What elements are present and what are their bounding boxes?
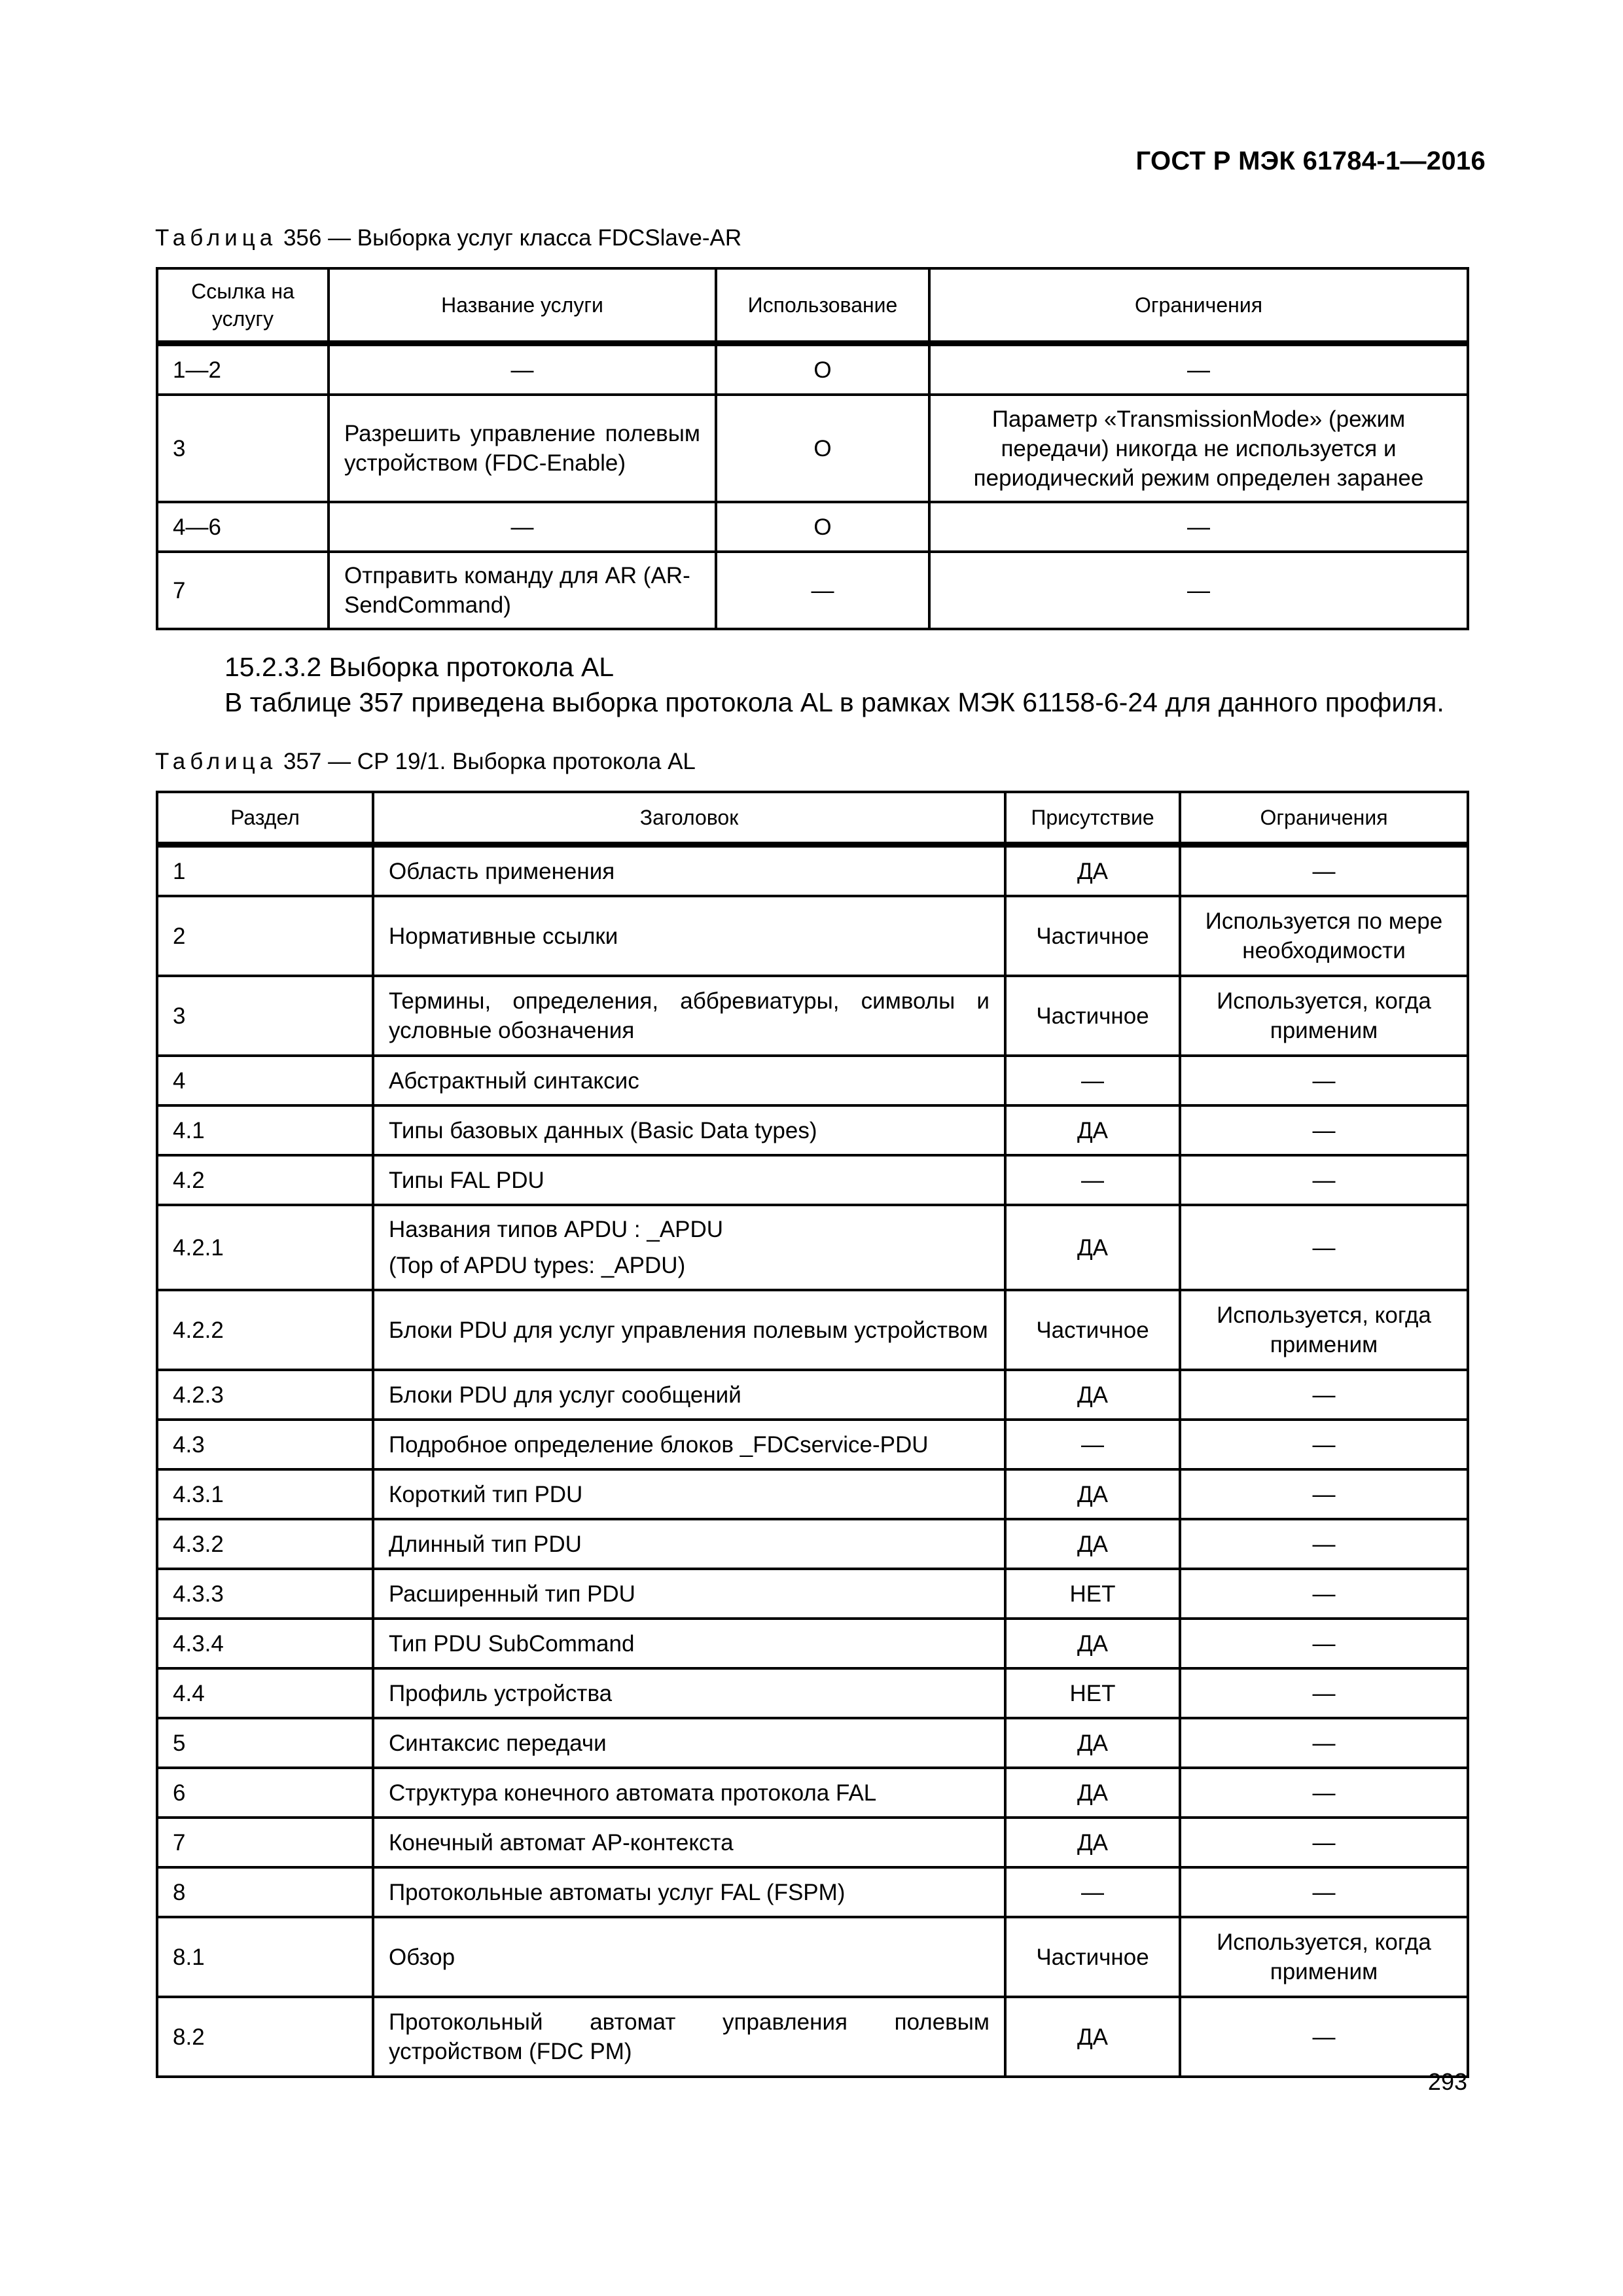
cell: ДА [1005, 1619, 1180, 1668]
cell: Конечный автомат AP-контекста [373, 1818, 1005, 1867]
cell: — [1180, 1668, 1468, 1718]
table-row [157, 1718, 1468, 1768]
cell: Блоки PDU для услуг сообщений [373, 1370, 1005, 1420]
cell: ДА [1005, 1519, 1180, 1569]
cell: 7 [157, 552, 329, 629]
table-row [157, 896, 1468, 976]
cell: ДА [1005, 1997, 1180, 2077]
cell: Типы базовых данных (Basic Data types) [373, 1105, 1005, 1155]
cell: 4.1 [157, 1105, 373, 1155]
cell: ДА [1005, 1469, 1180, 1519]
cell: ДА [1005, 1768, 1180, 1818]
column-header: Использование [716, 268, 929, 344]
cell: O [716, 344, 929, 395]
cell: Тип PDU SubCommand [373, 1619, 1005, 1668]
cell: Блоки PDU для услуг управления полевым устройством [373, 1290, 1005, 1370]
cell: Частичное [1005, 976, 1180, 1056]
table-row [157, 845, 1468, 897]
cell: — [929, 502, 1468, 552]
cell: — [1180, 1370, 1468, 1420]
table-357-caption [155, 749, 696, 775]
cell: Протокольный автомат управления полевым устройством (FDC PM) [373, 1997, 1005, 2077]
cell: 4.3 [157, 1420, 373, 1469]
table-row [157, 1469, 1468, 1519]
table-row [157, 1290, 1468, 1370]
apdu-note-line: (Top of APDU types: _APDU) [389, 1253, 686, 1278]
table-356-caption [155, 225, 741, 251]
cell: — [1180, 1469, 1468, 1519]
cell: Частичное [1005, 1290, 1180, 1370]
cell: — [1180, 1155, 1468, 1205]
cell: Используется, когда применим [1180, 1290, 1468, 1370]
cell: — [1005, 1155, 1180, 1205]
cell: Область применения [373, 845, 1005, 897]
cell: — [1180, 1997, 1468, 2077]
cell: ДА [1005, 1370, 1180, 1420]
cell: 4.2 [157, 1155, 373, 1205]
caption-text: 356 — Выборка услуг класса FDCSlave-AR [277, 225, 742, 251]
table-row [157, 1370, 1468, 1420]
page-number: 293 [1427, 2068, 1467, 2095]
cell: Подробное определение блоков _FDCservice-PDU [373, 1420, 1005, 1469]
cell: 1—2 [157, 344, 329, 395]
cell: — [1180, 1619, 1468, 1668]
table-row [157, 1155, 1468, 1205]
cell: Длинный тип PDU [373, 1519, 1005, 1569]
cell: Короткий тип PDU [373, 1469, 1005, 1519]
cell: 3 [157, 395, 329, 502]
table-row [157, 1056, 1468, 1105]
cell: ДА [1005, 845, 1180, 897]
caption-word: Таблица [155, 749, 277, 774]
cell: O [716, 502, 929, 552]
table-row [157, 502, 1468, 552]
section-paragraph: В таблице 357 приведена выборка протокола AL в рамках МЭК 61158-6-24 для данного профиля. [224, 687, 1444, 717]
cell: Используется по мере необходимости [1180, 896, 1468, 976]
cell: — [329, 344, 716, 395]
column-header: Ограничения [929, 268, 1468, 344]
cell: Термины, определения, аббревиатуры, символы и условные обозначения [373, 976, 1005, 1056]
cell: O [716, 395, 929, 502]
cell: ДА [1005, 1105, 1180, 1155]
table-row [157, 1420, 1468, 1469]
cell: 4.4 [157, 1668, 373, 1718]
cell: ДА [1005, 1818, 1180, 1867]
document-id: ГОСТ Р МЭК 61784-1—2016 [1135, 147, 1486, 175]
cell: — [716, 552, 929, 629]
cell: 4.3.1 [157, 1469, 373, 1519]
cell: 5 [157, 1718, 373, 1768]
table-356 [156, 267, 1469, 630]
cell: ДА [1005, 1718, 1180, 1768]
cell: Синтаксис передачи [373, 1718, 1005, 1768]
caption-text: 357 — CP 19/1. Выборка протокола AL [277, 749, 696, 774]
table-row [157, 1519, 1468, 1569]
table-row [157, 344, 1468, 395]
column-header: Ссылка на услугу [157, 268, 329, 344]
cell: 4 [157, 1056, 373, 1105]
caption-word: Таблица [155, 225, 277, 251]
cell: Частичное [1005, 1917, 1180, 1997]
table-row [157, 1619, 1468, 1668]
cell: 2 [157, 896, 373, 976]
cell: — [1180, 1718, 1468, 1768]
cell: 4—6 [157, 502, 329, 552]
cell: 8 [157, 1867, 373, 1917]
cell: Нормативные ссылки [373, 896, 1005, 976]
cell: 1 [157, 845, 373, 897]
table-row [157, 1997, 1468, 2077]
cell: — [1180, 1420, 1468, 1469]
column-header: Ограничения [1180, 792, 1468, 845]
cell: НЕТ [1005, 1668, 1180, 1718]
cell: 4.3.3 [157, 1569, 373, 1619]
cell: — [1180, 845, 1468, 897]
column-header: Заголовок [373, 792, 1005, 845]
cell: 8.1 [157, 1917, 373, 1997]
cell: 4.3.2 [157, 1519, 373, 1569]
cell: 3 [157, 976, 373, 1056]
cell: Типы FAL PDU [373, 1155, 1005, 1205]
cell: ДА [1005, 1205, 1180, 1290]
cell: 8.2 [157, 1997, 373, 2077]
table-row [157, 1569, 1468, 1619]
cell: 6 [157, 1768, 373, 1818]
cell: Обзор [373, 1917, 1005, 1997]
column-header: Раздел [157, 792, 373, 845]
cell: Разрешить управление полевым устройством (FDC-Enable) [329, 395, 716, 502]
cell: — [929, 344, 1468, 395]
table-row [157, 1917, 1468, 1997]
cell: Протокольные автоматы услуг FAL (FSPM) [373, 1867, 1005, 1917]
cell [373, 1205, 1005, 1290]
cell: — [1005, 1420, 1180, 1469]
cell: Используется, когда применим [1180, 1917, 1468, 1997]
cell: 4.2.1 [157, 1205, 373, 1290]
cell: НЕТ [1005, 1569, 1180, 1619]
table-row [157, 395, 1468, 502]
cell: Параметр «TransmissionMode» (режим передачи) никогда не используется и периодический режим определен заранее [929, 395, 1468, 502]
cell: — [1180, 1818, 1468, 1867]
cell: Структура конечного автомата протокола FAL [373, 1768, 1005, 1818]
table-357 [156, 791, 1469, 2078]
cell: — [1180, 1867, 1468, 1917]
cell: 4.3.4 [157, 1619, 373, 1668]
table-row [157, 1768, 1468, 1818]
cell: — [1180, 1205, 1468, 1290]
cell: — [1180, 1768, 1468, 1818]
cell: — [1180, 1105, 1468, 1155]
section-heading: 15.2.3.2 Выборка протокола AL [224, 652, 615, 682]
cell: 7 [157, 1818, 373, 1867]
column-header: Название услуги [329, 268, 716, 344]
cell: Частичное [1005, 896, 1180, 976]
table-header-row [157, 792, 1468, 845]
table-row [157, 1105, 1468, 1155]
cell: — [1005, 1867, 1180, 1917]
cell: — [1180, 1569, 1468, 1619]
cell: Используется, когда применим [1180, 976, 1468, 1056]
table-header-row [157, 268, 1468, 344]
cell: 4.2.3 [157, 1370, 373, 1420]
cell: — [1180, 1056, 1468, 1105]
cell: — [329, 502, 716, 552]
table-row [157, 1867, 1468, 1917]
table-row [157, 1818, 1468, 1867]
cell: — [1180, 1519, 1468, 1569]
cell: Расширенный тип PDU [373, 1569, 1005, 1619]
table-row [157, 1205, 1468, 1290]
table-row [157, 552, 1468, 629]
cell: — [929, 552, 1468, 629]
cell: — [1005, 1056, 1180, 1105]
cell: Отправить команду для AR (AR-SendCommand) [329, 552, 716, 629]
table-row [157, 976, 1468, 1056]
apdu-name-line: Названия типов APDU : _APDU [389, 1217, 724, 1242]
cell: 4.2.2 [157, 1290, 373, 1370]
cell: Профиль устройства [373, 1668, 1005, 1718]
table-row [157, 1668, 1468, 1718]
column-header: Присутствие [1005, 792, 1180, 845]
cell: Абстрактный синтаксис [373, 1056, 1005, 1105]
